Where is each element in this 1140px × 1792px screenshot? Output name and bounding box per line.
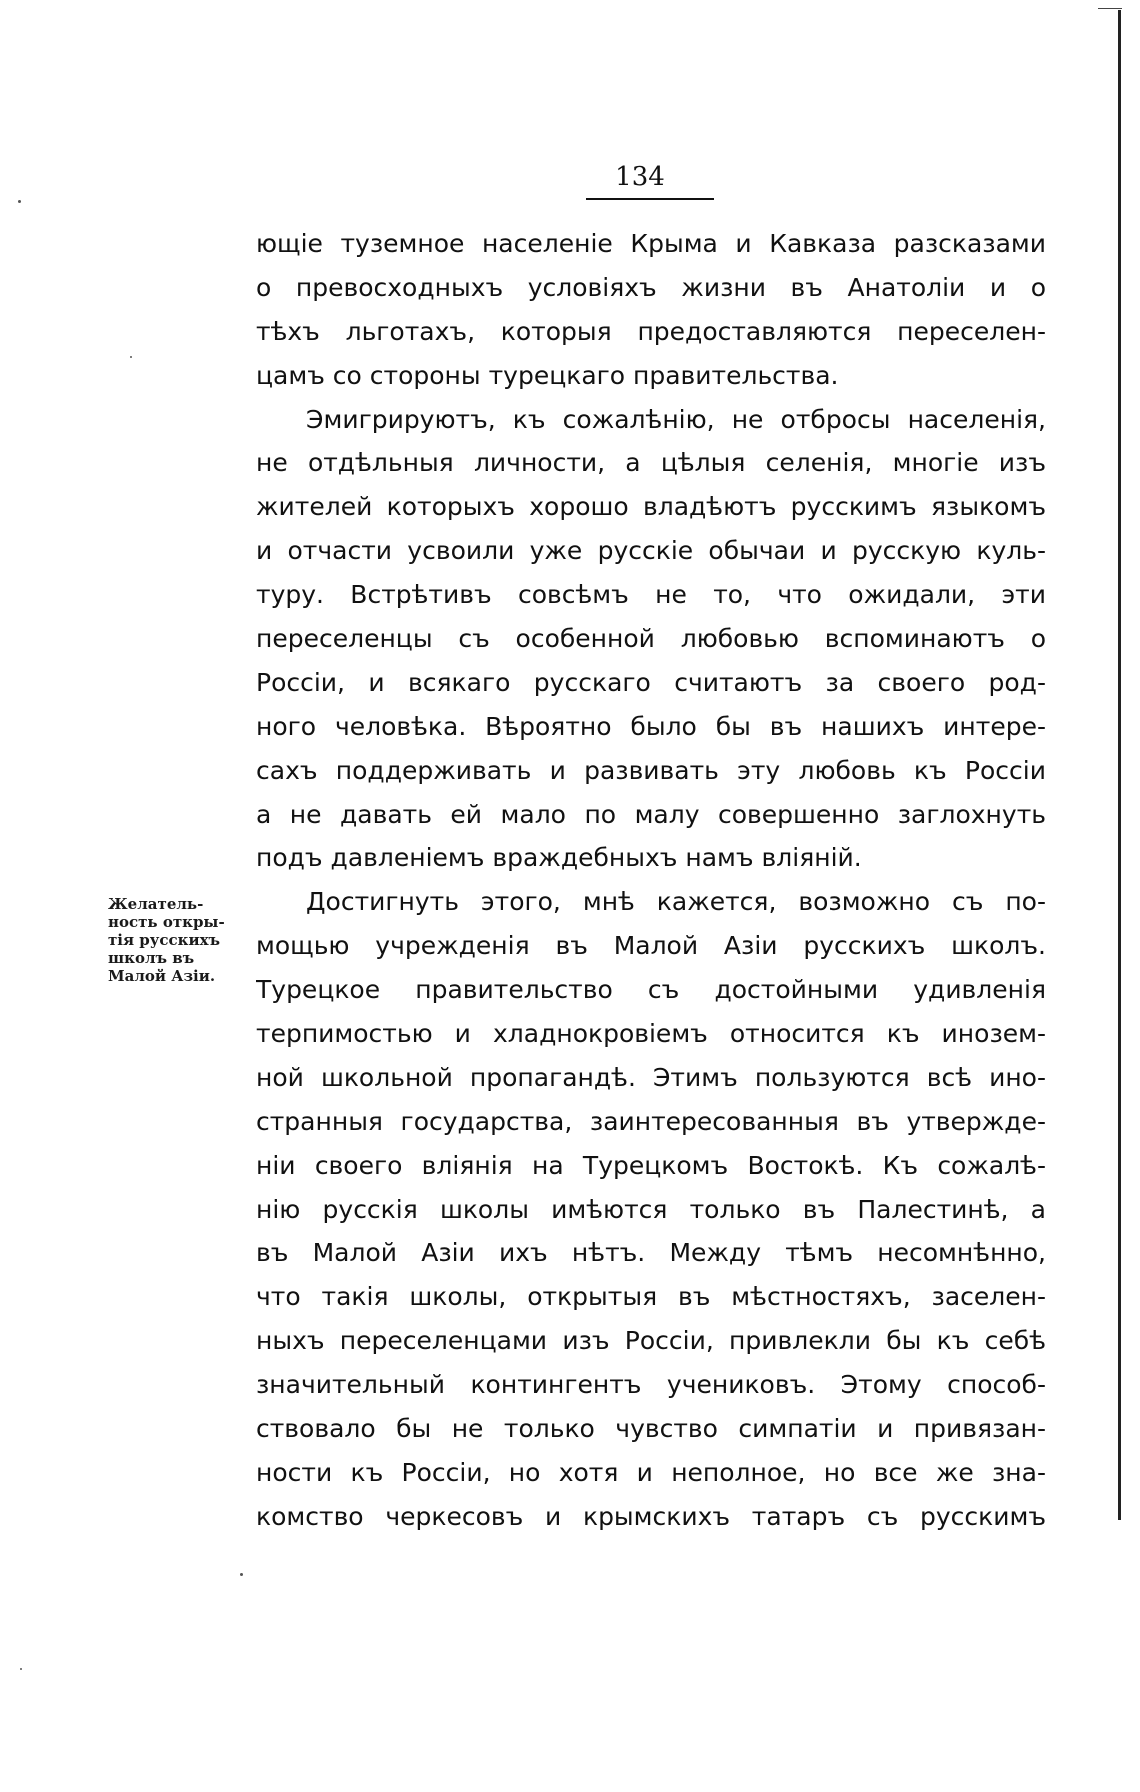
text-line: ствовало бы не только чувство симпатіи и привязан- [256,1414,1046,1444]
text-line: цамъ со стороны турецкаго правительства. [256,360,839,390]
body-text [256,222,1046,1539]
text-line: Россіи, и всякаго русскаго считаютъ за своего род- [256,667,1046,697]
paragraph-2 [256,398,1046,881]
text-line: а не давать ей мало по малу совершенно заглохнуть [256,799,1046,829]
text-line: ности къ Россіи, но хотя и неполное, но все же зна- [256,1457,1046,1487]
text-line: ніи своего вліянія на Турецкомъ Востокѣ. Къ сожалѣ- [256,1150,1046,1180]
text-line: странныя государства, заинтересованныя въ утвержде- [256,1106,1046,1136]
text-line: мощью учрежденія въ Малой Азіи русскихъ школъ. [256,931,1046,961]
text-line: ной школьной пропагандѣ. Этимъ пользуются всѣ ино- [256,1062,1046,1092]
scan-edge-top-line [1098,8,1122,9]
text-line: комство черкесовъ и крымскихъ татаръ съ русскимъ [256,1501,1046,1531]
text-line: значительный контингентъ учениковъ. Этому способ- [256,1370,1046,1400]
text-line: сахъ поддерживать и развивать эту любовь къ Россіи [256,755,1046,785]
scan-speck [20,1668,22,1670]
margin-note-line: тія русскихъ [108,931,221,949]
text-line: ныхъ переселенцами изъ Россіи, привлекли бы къ себѣ [256,1326,1046,1356]
text-line: Эмигрируютъ, къ сожалѣнію, не отбросы населенія, [306,404,1046,434]
margin-note-line: школъ въ [108,949,195,967]
scan-speck [240,1573,243,1576]
text-line: жителей которыхъ хорошо владѣютъ русскимъ языкомъ [256,492,1046,522]
text-line: Турецкое правительство съ достойными удивленія [256,975,1046,1005]
text-line: о превосходныхъ условіяхъ жизни въ Анатоліи и о [256,272,1046,302]
scan-edge-line [1118,10,1121,1520]
text-line: тѣхъ льготахъ, которыя предоставляются переселен- [256,316,1046,346]
paragraph-1 [256,222,1046,398]
text-line: нію русскія школы имѣются только въ Палестинѣ, а [256,1194,1046,1224]
text-line: Достигнуть этого, мнѣ кажется, возможно съ по- [306,887,1046,917]
text-line: не отдѣльныя личности, а цѣлыя селенія, многіе изъ [256,448,1046,478]
text-line: что такія школы, открытыя въ мѣстностяхъ, заселен- [256,1282,1046,1312]
page-number-rule [586,198,714,200]
scan-speck [18,200,21,203]
scan-speck [130,356,132,358]
page-number: 134 [615,162,665,192]
margin-note-line: Желатель- [108,895,204,913]
margin-note-line: ность откры- [108,913,225,931]
margin-note-line: Малой Азіи. [108,967,216,985]
paragraph-3 [256,880,1046,1538]
text-line: переселенцы съ особенной любовью вспоминаютъ о [256,624,1046,654]
text-line: и отчасти усвоили уже русскіе обычаи и русскую куль- [256,536,1046,566]
text-line: ющіе туземное населеніе Крыма и Кавказа разсказами [256,229,1046,258]
text-line: туру. Встрѣтивъ совсѣмъ не то, что ожидали, эти [256,580,1046,610]
text-line: подъ давленіемъ враждебныхъ намъ вліяній. [256,843,862,873]
text-line: въ Малой Азіи ихъ нѣтъ. Между тѣмъ несомнѣнно, [256,1238,1046,1268]
text-line: ного человѣка. Вѣроятно было бы въ нашихъ интере- [256,711,1046,741]
text-line: терпимостью и хладнокровіемъ относится къ инозем- [256,1019,1046,1049]
margin-note [108,895,248,985]
